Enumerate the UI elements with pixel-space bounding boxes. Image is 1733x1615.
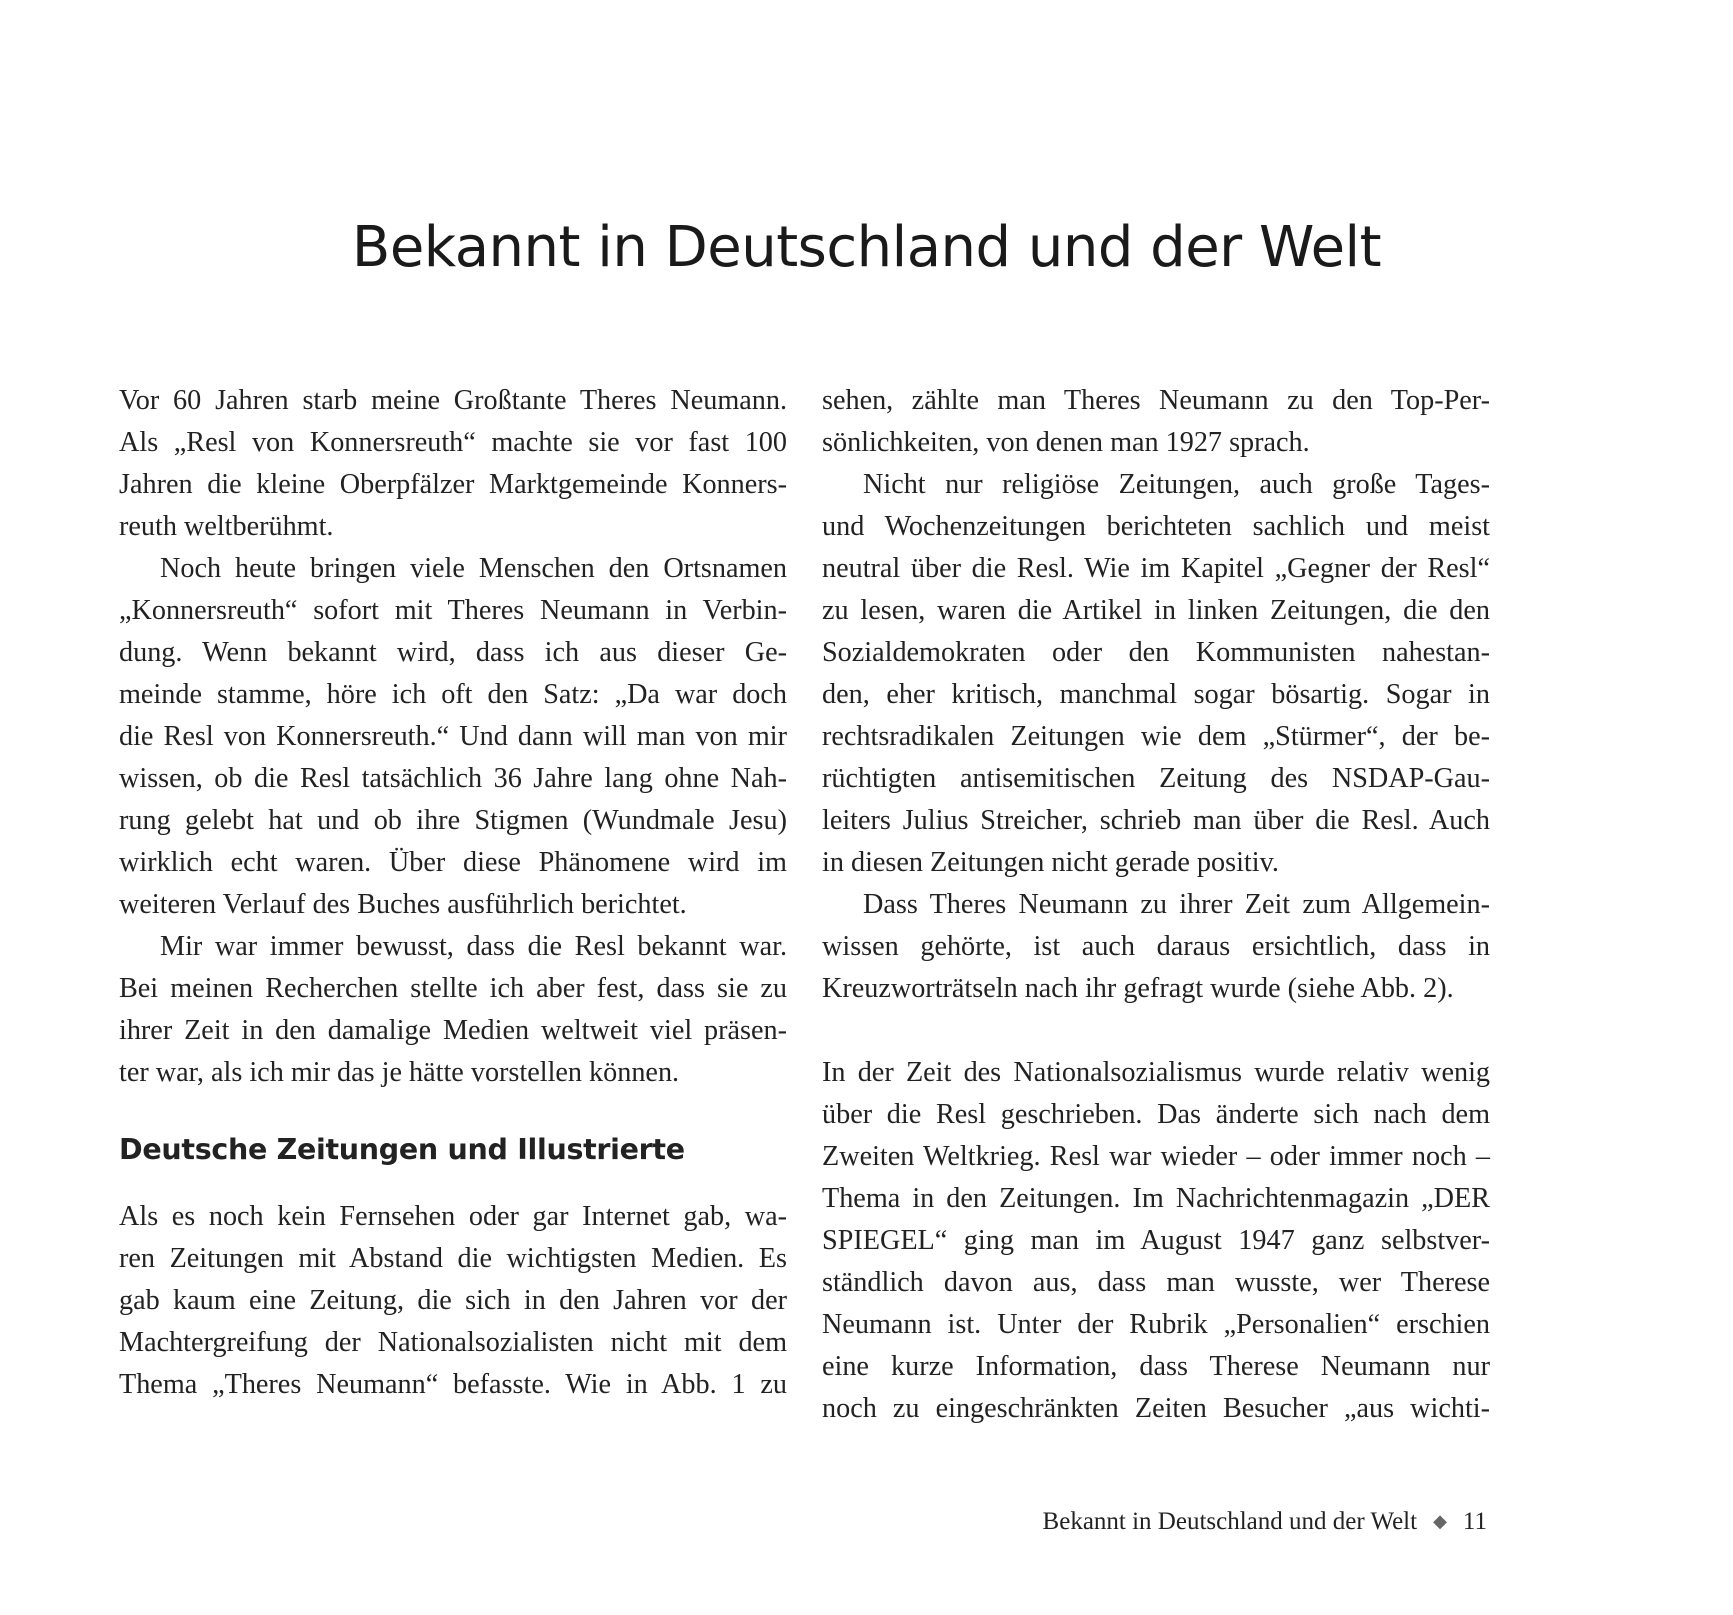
paragraph xyxy=(822,380,1490,464)
text-line: leiters Julius Streicher, schrieb man über die Resl. Auch xyxy=(822,805,1490,836)
text-line: Als es noch kein Fernsehen oder gar Internet gab, wa- xyxy=(119,1201,787,1232)
text-line: Kreuzworträtseln nach ihr gefragt wurde (siehe Abb. 2). xyxy=(822,973,1454,1004)
text-line: wissen gehörte, ist auch daraus ersichtlich, dass in xyxy=(822,931,1490,962)
text-line: Thema „Theres Neumann“ befasste. Wie in Abb. 1 zu xyxy=(119,1369,787,1400)
text-line: Vor 60 Jahren starb meine Großtante Theres Neumann. xyxy=(119,385,787,416)
section-heading: Deutsche Zeitungen und Illustrierte xyxy=(119,1133,685,1166)
paragraph xyxy=(119,380,787,548)
text-line: rüchtigten antisemitischen Zeitung des NSDAP-Gau- xyxy=(822,763,1490,794)
text-line: Nicht nur religiöse Zeitungen, auch große Tages- xyxy=(863,469,1490,500)
text-line: eine kurze Information, dass Therese Neumann nur xyxy=(822,1351,1490,1382)
text-line: weiteren Verlauf des Buches ausführlich berichtet. xyxy=(119,889,687,920)
text-line: Bei meinen Recherchen stellte ich aber fest, dass sie zu xyxy=(119,973,787,1004)
paragraph xyxy=(822,1052,1490,1430)
text-line: „Konnersreuth“ sofort mit Theres Neumann in Verbin- xyxy=(119,595,787,626)
text-line: meinde stamme, höre ich oft den Satz: „Da war doch xyxy=(119,679,787,710)
paragraph xyxy=(119,926,787,1094)
text-line: Mir war immer bewusst, dass die Resl bekannt war. xyxy=(160,931,787,962)
page-title: Bekannt in Deutschland und der Welt xyxy=(351,215,1382,280)
text-line: In der Zeit des Nationalsozialismus wurde relativ wenig xyxy=(822,1057,1490,1088)
text-line: Zweiten Weltkrieg. Resl war wieder – oder immer noch – xyxy=(822,1141,1490,1172)
text-line: wirklich echt waren. Über diese Phänomene wird im xyxy=(119,847,787,878)
text-line: den, eher kritisch, manchmal sogar bösartig. Sogar in xyxy=(822,679,1490,710)
text-line: Neumann ist. Unter der Rubrik „Personalien“ erschien xyxy=(822,1309,1490,1340)
paragraph xyxy=(119,1196,787,1406)
text-line: Sozialdemokraten oder den Kommunisten nahestan- xyxy=(822,637,1490,668)
text-line: wissen, ob die Resl tatsächlich 36 Jahre lang ohne Nah- xyxy=(119,763,787,794)
text-line: in diesen Zeitungen nicht gerade positiv. xyxy=(822,847,1279,878)
paragraph xyxy=(119,548,787,926)
left-column xyxy=(119,380,787,1406)
text-line: Dass Theres Neumann zu ihrer Zeit zum Allgemein- xyxy=(863,889,1490,920)
text-line: Thema in den Zeitungen. Im Nachrichtenmagazin „DER xyxy=(822,1183,1490,1214)
text-line: Machtergreifung der Nationalsozialisten nicht mit dem xyxy=(119,1327,787,1358)
diamond-separator-icon: ◆ xyxy=(1433,1511,1447,1531)
text-line: über die Resl geschrieben. Das änderte sich nach dem xyxy=(822,1099,1490,1130)
text-line: Als „Resl von Konnersreuth“ machte sie vor fast 100 xyxy=(119,427,787,458)
text-line: und Wochenzeitungen berichteten sachlich und meist xyxy=(822,511,1490,542)
text-line: die Resl von Konnersreuth.“ Und dann will man von mir xyxy=(119,721,787,752)
text-line: Jahren die kleine Oberpfälzer Marktgemeinde Konners- xyxy=(119,469,787,500)
text-line: sehen, zählte man Theres Neumann zu den Top-Per- xyxy=(822,385,1490,416)
text-line: zu lesen, waren die Artikel in linken Zeitungen, die den xyxy=(822,595,1490,626)
text-line: rechtsradikalen Zeitungen wie dem „Stürmer“, der be- xyxy=(822,721,1490,752)
right-column xyxy=(822,380,1490,1430)
text-line: ren Zeitungen mit Abstand die wichtigsten Medien. Es xyxy=(119,1243,787,1274)
text-line: dung. Wenn bekannt wird, dass ich aus dieser Ge- xyxy=(119,637,787,668)
text-line: sönlichkeiten, von denen man 1927 sprach. xyxy=(822,427,1310,458)
running-title: Bekannt in Deutschland und der Welt xyxy=(1042,1508,1418,1535)
text-line: ihrer Zeit in den damalige Medien weltweit viel präsen- xyxy=(119,1015,787,1046)
paragraph xyxy=(822,884,1490,1010)
text-line: rung gelebt hat und ob ihre Stigmen (Wundmale Jesu) xyxy=(119,805,787,836)
text-line: SPIEGEL“ ging man im August 1947 ganz selbstver- xyxy=(822,1225,1490,1256)
page-footer xyxy=(1043,1503,1487,1539)
text-line: Noch heute bringen viele Menschen den Ortsnamen xyxy=(160,553,787,584)
text-line: noch zu eingeschränkten Zeiten Besucher „aus wichti- xyxy=(822,1393,1490,1424)
text-line: gab kaum eine Zeitung, die sich in den Jahren vor der xyxy=(119,1285,787,1316)
paragraph-gap xyxy=(822,1010,1490,1052)
text-line: neutral über die Resl. Wie im Kapitel „Gegner der Resl“ xyxy=(822,553,1490,584)
text-line: ständlich davon aus, dass man wusste, wer Therese xyxy=(822,1267,1490,1298)
page-number: 11 xyxy=(1462,1508,1487,1535)
paragraph xyxy=(822,464,1490,884)
text-line: ter war, als ich mir das je hätte vorstellen können. xyxy=(119,1057,680,1088)
text-line: reuth weltberühmt. xyxy=(119,511,334,542)
